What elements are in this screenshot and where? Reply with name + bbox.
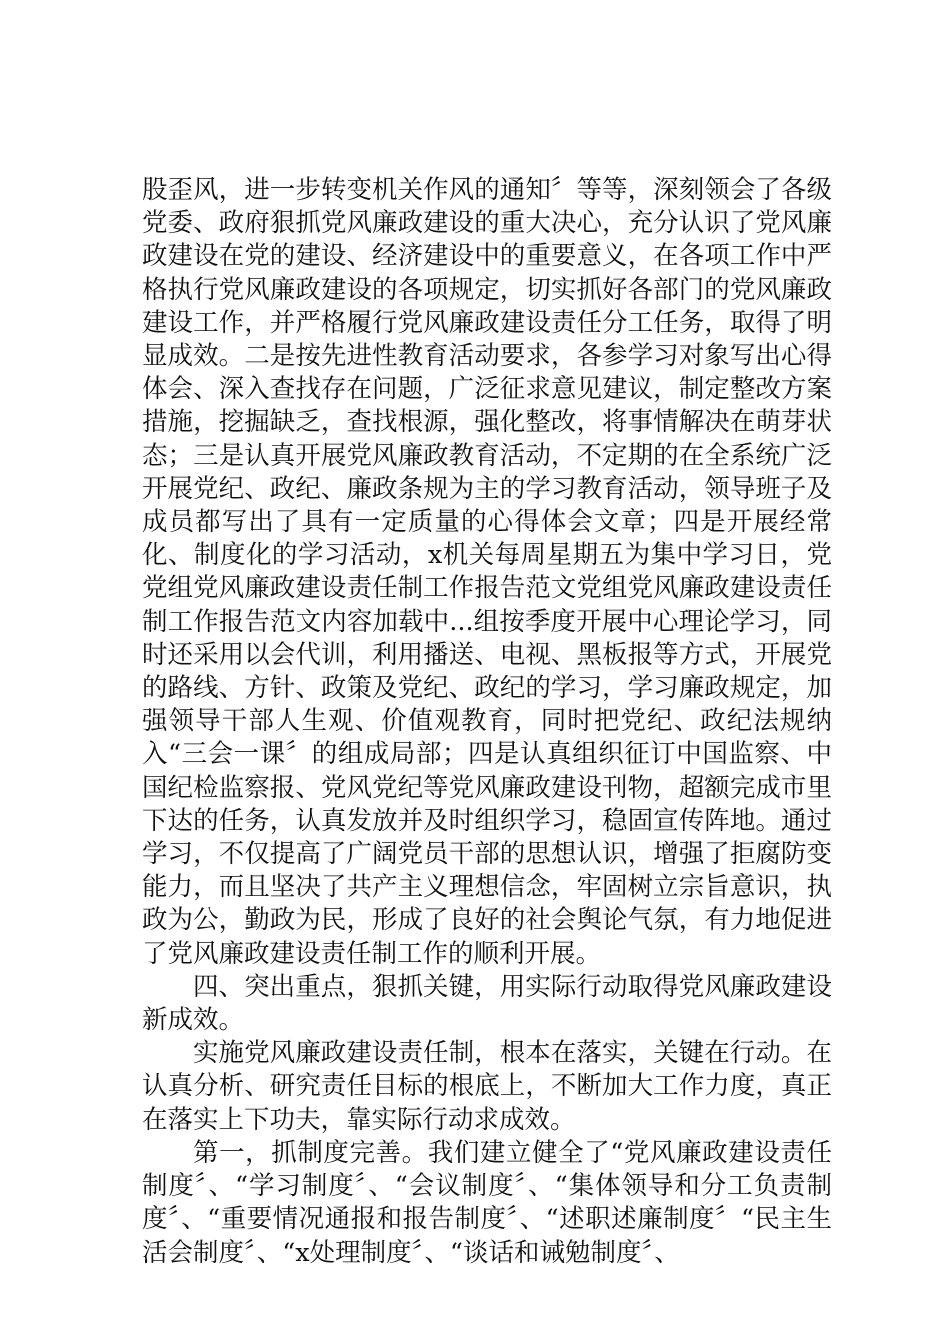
- paragraph-implementation: 实施党风廉政建设责任制，根本在落实，关键在行动。在认真分析、研究责任目标的根底上，不断加大工作力度，真正在落实上下功夫，靠实际行动求成效。: [142, 1038, 832, 1135]
- document-page: [142, 174, 832, 1270]
- section-heading-four: 四、突出重点，狠抓关键，用实际行动取得党风廉政建设新成效。: [142, 971, 832, 1036]
- paragraph-continuation: 股歪风，进一步转变机关作风的通知〞等等，深刻领会了各级党委、政府狠抓党风廉政建设的重大决心，充分认识了党风廉政建设在党的建设、经济建设中的重要意义，在各项工作中严格执行党风廉政建设的各项规定，切实抓好各部门的党风廉政建设工作，并严格履行党风廉政建设责任分工任务，取得了明显成效。二是按先进性教育活动要求，各参学习对象写出心得体会、深入查找存在问题，广泛征求意见建议，制定整改方案措施，挖掘缺乏，查找根源，强化整改，将事情解决在萌芽状态；三是认真开展党风廉政教育活动，不定期的在全系统广泛开展党纪、政纪、廉政条规为主的学习教育活动，领导班子及成员都写出了具有一定质量的心得体会文章；四是开展经常化、制度化的学习活动，x机关每周星期五为集中学习日，党党组党风廉政建设责任制工作报告范文党组党风廉政建设责任制工作报告范文内容加载中...组按季度开展中心理论学习，同时还采用以会代训，利用播送、电视、黑板报等方式，开展党的路线、方针、政策及党纪、政纪的学习，学习廉政规定，加强领导干部人生观、价值观教育，同时把党纪、政纪法规纳入“三会一课〞的组成局部；四是认真组织征订中国监察、中国纪检监察报、党风党纪等党风廉政建设刊物，超额完成市里下达的任务，认真发放并及时组织学习，稳固宣传阵地。通过学习，不仅提高了广阔党员干部的思想认识，增强了拒腐防变能力，而且坚决了共产主义理想信念，牢固树立宗旨意识，执政为公，勤政为民，形成了良好的社会舆论气氛，有力地促进了党风廉政建设责任制工作的顺利开展。: [142, 175, 832, 969]
- paragraph-first-system: 第一，抓制度完善。我们建立健全了“党风廉政建设责任制度〞、“学习制度〞、“会议制度〞、“集体领导和分工负责制度〞、“重要情况通报和报告制度〞、“述职述廉制度〞“民主生活会制度〞、“x处理制度〞、“谈话和诫勉制度〞、: [142, 1137, 832, 1268]
